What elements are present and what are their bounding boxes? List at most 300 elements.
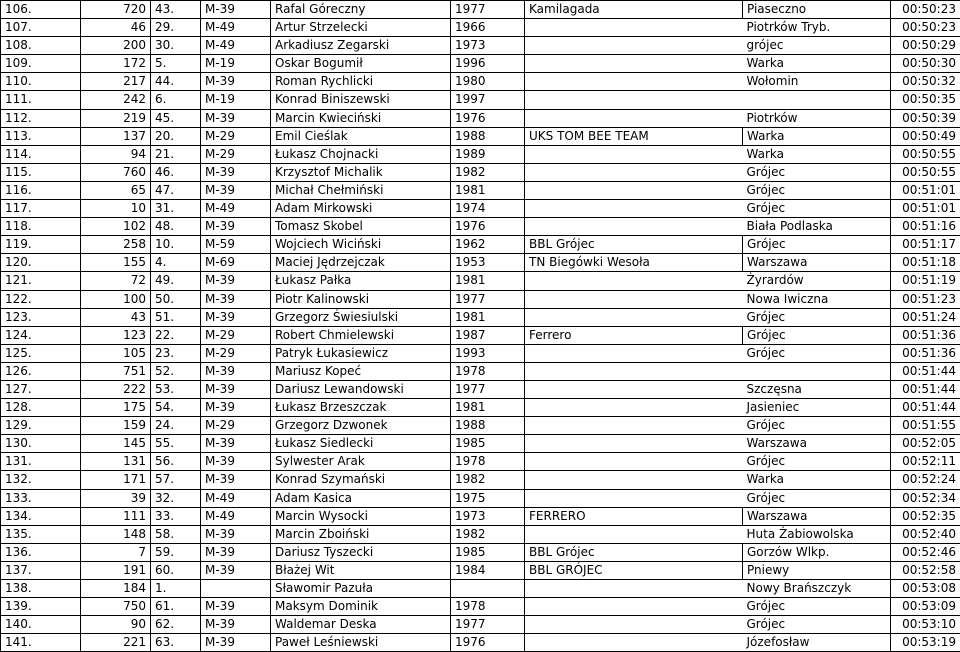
bib-cell: 137: [81, 127, 151, 145]
city-cell: Grójec: [743, 163, 891, 181]
bib-cell: 720: [81, 1, 151, 19]
city-cell: Warka: [743, 127, 891, 145]
category-cell: M-19: [201, 55, 271, 73]
bib-cell: 159: [81, 417, 151, 435]
time-cell: 00:51:19: [891, 272, 960, 290]
category-cell: M-39: [201, 73, 271, 91]
year-cell: 1977: [451, 290, 525, 308]
table-row: [1, 380, 960, 398]
table-row: [1, 580, 960, 598]
club-cell: [525, 109, 743, 127]
city-cell: Grójec: [743, 598, 891, 616]
time-cell: 00:51:36: [891, 326, 960, 344]
place-cell: 127.: [1, 380, 81, 398]
category-cell: M-39: [201, 109, 271, 127]
results-body: [1, 1, 960, 652]
time-cell: 00:52:40: [891, 525, 960, 543]
category-cell: M-39: [201, 525, 271, 543]
table-row: [1, 543, 960, 561]
city-cell: Żyrardów: [743, 272, 891, 290]
table-row: [1, 1, 960, 19]
name-cell: Patryk Łukasiewicz: [271, 344, 451, 362]
category-cell: [201, 580, 271, 598]
category-place-cell: 48.: [151, 218, 201, 236]
year-cell: 1978: [451, 453, 525, 471]
place-cell: 131.: [1, 453, 81, 471]
table-row: [1, 73, 960, 91]
category-place-cell: 57.: [151, 471, 201, 489]
year-cell: 1973: [451, 507, 525, 525]
time-cell: 00:51:01: [891, 200, 960, 218]
place-cell: 123.: [1, 308, 81, 326]
city-cell: Biała Podlaska: [743, 218, 891, 236]
time-cell: 00:51:18: [891, 254, 960, 272]
table-row: [1, 19, 960, 37]
name-cell: Artur Strzelecki: [271, 19, 451, 37]
club-cell: [525, 181, 743, 199]
club-cell: [525, 380, 743, 398]
club-cell: [525, 218, 743, 236]
category-place-cell: 56.: [151, 453, 201, 471]
table-row: [1, 181, 960, 199]
club-cell: Ferrero: [525, 326, 743, 344]
table-row: [1, 598, 960, 616]
category-cell: M-49: [201, 489, 271, 507]
bib-cell: 221: [81, 634, 151, 652]
place-cell: 122.: [1, 290, 81, 308]
bib-cell: 148: [81, 525, 151, 543]
bib-cell: 184: [81, 580, 151, 598]
table-row: [1, 634, 960, 652]
year-cell: 1988: [451, 417, 525, 435]
category-place-cell: 61.: [151, 598, 201, 616]
bib-cell: 258: [81, 236, 151, 254]
year-cell: 1980: [451, 73, 525, 91]
time-cell: 00:50:55: [891, 163, 960, 181]
place-cell: 118.: [1, 218, 81, 236]
club-cell: [525, 37, 743, 55]
time-cell: 00:50:39: [891, 109, 960, 127]
city-cell: Grójec: [743, 453, 891, 471]
club-cell: [525, 399, 743, 417]
place-cell: 113.: [1, 127, 81, 145]
city-cell: grójec: [743, 37, 891, 55]
name-cell: Grzegorz Świesiulski: [271, 308, 451, 326]
time-cell: 00:50:55: [891, 145, 960, 163]
name-cell: Łukasz Brzeszczak: [271, 399, 451, 417]
club-cell: [525, 344, 743, 362]
name-cell: Arkadiusz Zegarski: [271, 37, 451, 55]
club-cell: [525, 598, 743, 616]
category-cell: M-39: [201, 380, 271, 398]
table-row: [1, 290, 960, 308]
category-place-cell: 53.: [151, 380, 201, 398]
category-place-cell: 46.: [151, 163, 201, 181]
city-cell: Warka: [743, 55, 891, 73]
name-cell: Michał Chełmiński: [271, 181, 451, 199]
club-cell: [525, 362, 743, 380]
category-place-cell: 10.: [151, 236, 201, 254]
category-place-cell: 51.: [151, 308, 201, 326]
city-cell: [743, 362, 891, 380]
category-cell: M-39: [201, 290, 271, 308]
club-cell: [525, 91, 743, 109]
year-cell: 1996: [451, 55, 525, 73]
category-place-cell: 5.: [151, 55, 201, 73]
time-cell: 00:51:55: [891, 417, 960, 435]
city-cell: Gorzów Wlkp.: [743, 543, 891, 561]
category-place-cell: 47.: [151, 181, 201, 199]
name-cell: Wojciech Wiciński: [271, 236, 451, 254]
table-row: [1, 218, 960, 236]
time-cell: 00:51:16: [891, 218, 960, 236]
name-cell: Marcin Wysocki: [271, 507, 451, 525]
city-cell: Warszawa: [743, 507, 891, 525]
club-cell: [525, 435, 743, 453]
city-cell: Grójec: [743, 308, 891, 326]
city-cell: Piaseczno: [743, 1, 891, 19]
bib-cell: 94: [81, 145, 151, 163]
club-cell: FERRERO: [525, 507, 743, 525]
category-place-cell: 54.: [151, 399, 201, 417]
bib-cell: 222: [81, 380, 151, 398]
bib-cell: 155: [81, 254, 151, 272]
year-cell: 1987: [451, 326, 525, 344]
category-cell: M-59: [201, 236, 271, 254]
category-cell: M-49: [201, 507, 271, 525]
club-cell: BBL Grójec: [525, 543, 743, 561]
table-row: [1, 435, 960, 453]
year-cell: 1982: [451, 471, 525, 489]
bib-cell: 760: [81, 163, 151, 181]
time-cell: 00:52:35: [891, 507, 960, 525]
place-cell: 119.: [1, 236, 81, 254]
city-cell: Nowy Brańszczyk: [743, 580, 891, 598]
club-cell: [525, 290, 743, 308]
name-cell: Krzysztof Michalik: [271, 163, 451, 181]
city-cell: Józefosław: [743, 634, 891, 652]
name-cell: Marcin Kwieciński: [271, 109, 451, 127]
name-cell: Paweł Leśniewski: [271, 634, 451, 652]
year-cell: [451, 580, 525, 598]
category-place-cell: 49.: [151, 272, 201, 290]
place-cell: 132.: [1, 471, 81, 489]
club-cell: UKS TOM BEE TEAM: [525, 127, 743, 145]
year-cell: 1976: [451, 109, 525, 127]
club-cell: [525, 453, 743, 471]
time-cell: 00:52:58: [891, 561, 960, 579]
bib-cell: 105: [81, 344, 151, 362]
place-cell: 124.: [1, 326, 81, 344]
category-cell: M-39: [201, 399, 271, 417]
year-cell: 1976: [451, 634, 525, 652]
club-cell: [525, 163, 743, 181]
club-cell: [525, 471, 743, 489]
name-cell: Roman Rychlicki: [271, 73, 451, 91]
bib-cell: 171: [81, 471, 151, 489]
bib-cell: 242: [81, 91, 151, 109]
year-cell: 1988: [451, 127, 525, 145]
bib-cell: 219: [81, 109, 151, 127]
club-cell: [525, 489, 743, 507]
year-cell: 1982: [451, 163, 525, 181]
city-cell: Grójec: [743, 181, 891, 199]
table-row: [1, 453, 960, 471]
table-row: [1, 254, 960, 272]
category-place-cell: 59.: [151, 543, 201, 561]
city-cell: Warka: [743, 145, 891, 163]
category-cell: M-39: [201, 598, 271, 616]
time-cell: 00:52:05: [891, 435, 960, 453]
place-cell: 139.: [1, 598, 81, 616]
place-cell: 141.: [1, 634, 81, 652]
bib-cell: 7: [81, 543, 151, 561]
time-cell: 00:51:01: [891, 181, 960, 199]
category-place-cell: 60.: [151, 561, 201, 579]
bib-cell: 46: [81, 19, 151, 37]
club-cell: [525, 55, 743, 73]
year-cell: 1975: [451, 489, 525, 507]
name-cell: Robert Chmielewski: [271, 326, 451, 344]
name-cell: Marcin Zboiński: [271, 525, 451, 543]
place-cell: 115.: [1, 163, 81, 181]
category-place-cell: 30.: [151, 37, 201, 55]
place-cell: 114.: [1, 145, 81, 163]
table-row: [1, 200, 960, 218]
year-cell: 1977: [451, 1, 525, 19]
club-cell: Kamilagada: [525, 1, 743, 19]
city-cell: Wołomin: [743, 73, 891, 91]
city-cell: Piotrków: [743, 109, 891, 127]
name-cell: Łukasz Siedlecki: [271, 435, 451, 453]
name-cell: Adam Mirkowski: [271, 200, 451, 218]
name-cell: Emil Cieślak: [271, 127, 451, 145]
place-cell: 107.: [1, 19, 81, 37]
year-cell: 1981: [451, 399, 525, 417]
time-cell: 00:51:44: [891, 399, 960, 417]
place-cell: 106.: [1, 1, 81, 19]
year-cell: 1953: [451, 254, 525, 272]
name-cell: Łukasz Chojnacki: [271, 145, 451, 163]
year-cell: 1982: [451, 525, 525, 543]
place-cell: 129.: [1, 417, 81, 435]
city-cell: Warszawa: [743, 254, 891, 272]
name-cell: Konrad Szymański: [271, 471, 451, 489]
place-cell: 137.: [1, 561, 81, 579]
category-place-cell: 22.: [151, 326, 201, 344]
bib-cell: 191: [81, 561, 151, 579]
time-cell: 00:50:30: [891, 55, 960, 73]
name-cell: Rafal Góreczny: [271, 1, 451, 19]
table-row: [1, 145, 960, 163]
club-cell: [525, 19, 743, 37]
city-cell: [743, 91, 891, 109]
bib-cell: 100: [81, 290, 151, 308]
name-cell: Piotr Kalinowski: [271, 290, 451, 308]
table-row: [1, 616, 960, 634]
category-place-cell: 52.: [151, 362, 201, 380]
category-place-cell: 43.: [151, 1, 201, 19]
table-row: [1, 272, 960, 290]
category-place-cell: 4.: [151, 254, 201, 272]
category-cell: M-39: [201, 218, 271, 236]
table-row: [1, 471, 960, 489]
club-cell: [525, 580, 743, 598]
bib-cell: 131: [81, 453, 151, 471]
city-cell: Pniewy: [743, 561, 891, 579]
city-cell: Jasieniec: [743, 399, 891, 417]
year-cell: 1974: [451, 200, 525, 218]
year-cell: 1993: [451, 344, 525, 362]
category-place-cell: 44.: [151, 73, 201, 91]
year-cell: 1981: [451, 272, 525, 290]
table-row: [1, 37, 960, 55]
place-cell: 121.: [1, 272, 81, 290]
table-row: [1, 55, 960, 73]
bib-cell: 39: [81, 489, 151, 507]
city-cell: Szczęsna: [743, 380, 891, 398]
club-cell: BBL Grójec: [525, 236, 743, 254]
club-cell: [525, 417, 743, 435]
year-cell: 1985: [451, 435, 525, 453]
time-cell: 00:53:19: [891, 634, 960, 652]
category-cell: M-39: [201, 561, 271, 579]
time-cell: 00:51:24: [891, 308, 960, 326]
table-row: [1, 399, 960, 417]
place-cell: 108.: [1, 37, 81, 55]
name-cell: Tomasz Skobel: [271, 218, 451, 236]
table-row: [1, 362, 960, 380]
category-place-cell: 6.: [151, 91, 201, 109]
time-cell: 00:52:46: [891, 543, 960, 561]
category-cell: M-39: [201, 453, 271, 471]
category-cell: M-39: [201, 272, 271, 290]
year-cell: 1978: [451, 598, 525, 616]
time-cell: 00:50:23: [891, 19, 960, 37]
bib-cell: 750: [81, 598, 151, 616]
time-cell: 00:50:23: [891, 1, 960, 19]
name-cell: Dariusz Tyszecki: [271, 543, 451, 561]
category-cell: M-49: [201, 200, 271, 218]
table-row: [1, 525, 960, 543]
category-cell: M-29: [201, 145, 271, 163]
name-cell: Maciej Jędrzejczak: [271, 254, 451, 272]
category-cell: M-39: [201, 616, 271, 634]
time-cell: 00:50:35: [891, 91, 960, 109]
name-cell: Dariusz Lewandowski: [271, 380, 451, 398]
time-cell: 00:51:36: [891, 344, 960, 362]
year-cell: 1962: [451, 236, 525, 254]
place-cell: 138.: [1, 580, 81, 598]
table-row: [1, 308, 960, 326]
category-cell: M-49: [201, 19, 271, 37]
place-cell: 128.: [1, 399, 81, 417]
place-cell: 136.: [1, 543, 81, 561]
name-cell: Waldemar Deska: [271, 616, 451, 634]
name-cell: Sławomir Pazuła: [271, 580, 451, 598]
time-cell: 00:51:44: [891, 362, 960, 380]
time-cell: 00:50:29: [891, 37, 960, 55]
category-cell: M-19: [201, 91, 271, 109]
category-place-cell: 31.: [151, 200, 201, 218]
bib-cell: 72: [81, 272, 151, 290]
year-cell: 1966: [451, 19, 525, 37]
year-cell: 1978: [451, 362, 525, 380]
category-cell: M-39: [201, 543, 271, 561]
table-row: [1, 344, 960, 362]
place-cell: 109.: [1, 55, 81, 73]
category-place-cell: 58.: [151, 525, 201, 543]
city-cell: Piotrków Tryb.: [743, 19, 891, 37]
year-cell: 1977: [451, 616, 525, 634]
category-place-cell: 24.: [151, 417, 201, 435]
bib-cell: 145: [81, 435, 151, 453]
table-row: [1, 109, 960, 127]
category-place-cell: 21.: [151, 145, 201, 163]
year-cell: 1997: [451, 91, 525, 109]
year-cell: 1984: [451, 561, 525, 579]
table-row: [1, 326, 960, 344]
place-cell: 110.: [1, 73, 81, 91]
place-cell: 120.: [1, 254, 81, 272]
name-cell: Grzegorz Dzwonek: [271, 417, 451, 435]
category-cell: M-29: [201, 326, 271, 344]
category-cell: M-39: [201, 181, 271, 199]
name-cell: Oskar Bogumił: [271, 55, 451, 73]
time-cell: 00:50:32: [891, 73, 960, 91]
club-cell: [525, 272, 743, 290]
bib-cell: 172: [81, 55, 151, 73]
time-cell: 00:51:17: [891, 236, 960, 254]
table-row: [1, 91, 960, 109]
place-cell: 117.: [1, 200, 81, 218]
place-cell: 133.: [1, 489, 81, 507]
category-place-cell: 62.: [151, 616, 201, 634]
category-place-cell: 20.: [151, 127, 201, 145]
place-cell: 126.: [1, 362, 81, 380]
table-row: [1, 163, 960, 181]
table-row: [1, 127, 960, 145]
club-cell: [525, 145, 743, 163]
category-cell: M-39: [201, 163, 271, 181]
city-cell: Grójec: [743, 616, 891, 634]
club-cell: [525, 308, 743, 326]
bib-cell: 90: [81, 616, 151, 634]
year-cell: 1985: [451, 543, 525, 561]
year-cell: 1976: [451, 218, 525, 236]
city-cell: Warka: [743, 471, 891, 489]
club-cell: BBL GRÓJEC: [525, 561, 743, 579]
time-cell: 00:51:23: [891, 290, 960, 308]
category-cell: M-39: [201, 362, 271, 380]
category-cell: M-39: [201, 634, 271, 652]
club-cell: [525, 525, 743, 543]
category-place-cell: 50.: [151, 290, 201, 308]
time-cell: 00:52:11: [891, 453, 960, 471]
club-cell: [525, 200, 743, 218]
place-cell: 112.: [1, 109, 81, 127]
city-cell: Warszawa: [743, 435, 891, 453]
bib-cell: 65: [81, 181, 151, 199]
name-cell: Konrad Biniszewski: [271, 91, 451, 109]
category-place-cell: 1.: [151, 580, 201, 598]
year-cell: 1981: [451, 308, 525, 326]
city-cell: Grójec: [743, 489, 891, 507]
category-place-cell: 23.: [151, 344, 201, 362]
time-cell: 00:53:10: [891, 616, 960, 634]
category-cell: M-39: [201, 308, 271, 326]
category-place-cell: 32.: [151, 489, 201, 507]
